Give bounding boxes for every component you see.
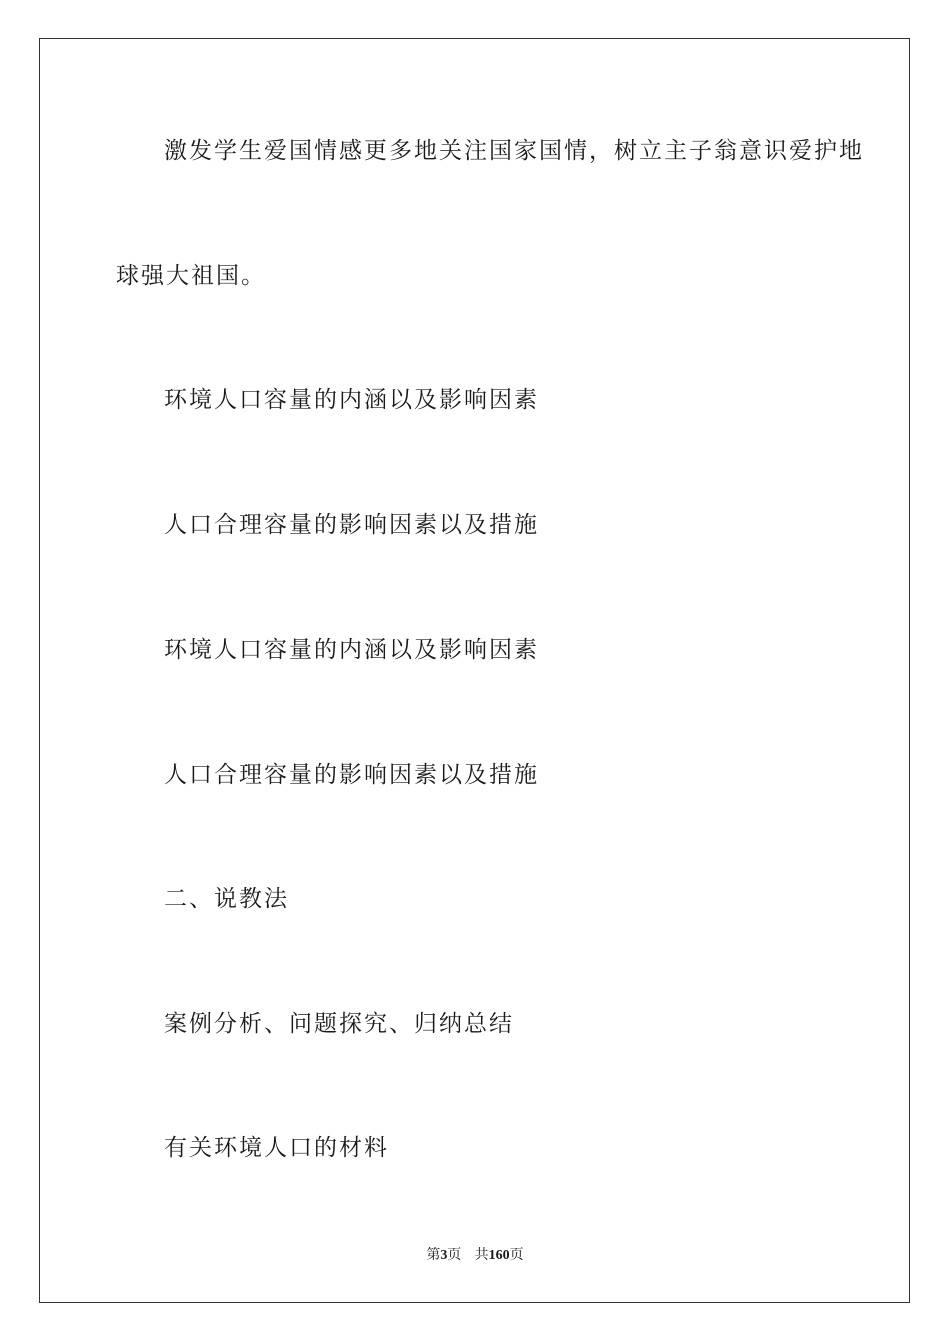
- paragraph-line-9: 有关环境人口的材料: [164, 1135, 389, 1161]
- paragraph-line-4: 人口合理容量的影响因素以及措施: [164, 512, 539, 538]
- page-footer: [0, 1245, 950, 1266]
- footer-total-prefix: 共: [474, 1247, 489, 1263]
- footer-total-suffix: 页: [509, 1247, 524, 1263]
- footer-page-number: 3: [440, 1248, 448, 1263]
- page-border: [39, 38, 910, 1303]
- footer-page-prefix: 第: [426, 1247, 441, 1263]
- paragraph-line-8: 案例分析、问题探究、归纳总结: [164, 1011, 514, 1037]
- footer-total-pages: 160: [488, 1248, 510, 1263]
- section-heading: 二、说教法: [164, 886, 289, 912]
- paragraph-line-5: 环境人口容量的内涵以及影响因素: [164, 637, 539, 663]
- footer-page-suffix: 页: [447, 1247, 462, 1263]
- paragraph-line-6: 人口合理容量的影响因素以及措施: [164, 762, 539, 788]
- paragraph-line-1: 激发学生爱国情感更多地关注国家国情，树立主子翁意识爱护地: [164, 138, 864, 164]
- paragraph-line-3: 环境人口容量的内涵以及影响因素: [164, 387, 539, 413]
- paragraph-line-2: 球强大祖国。: [116, 263, 266, 289]
